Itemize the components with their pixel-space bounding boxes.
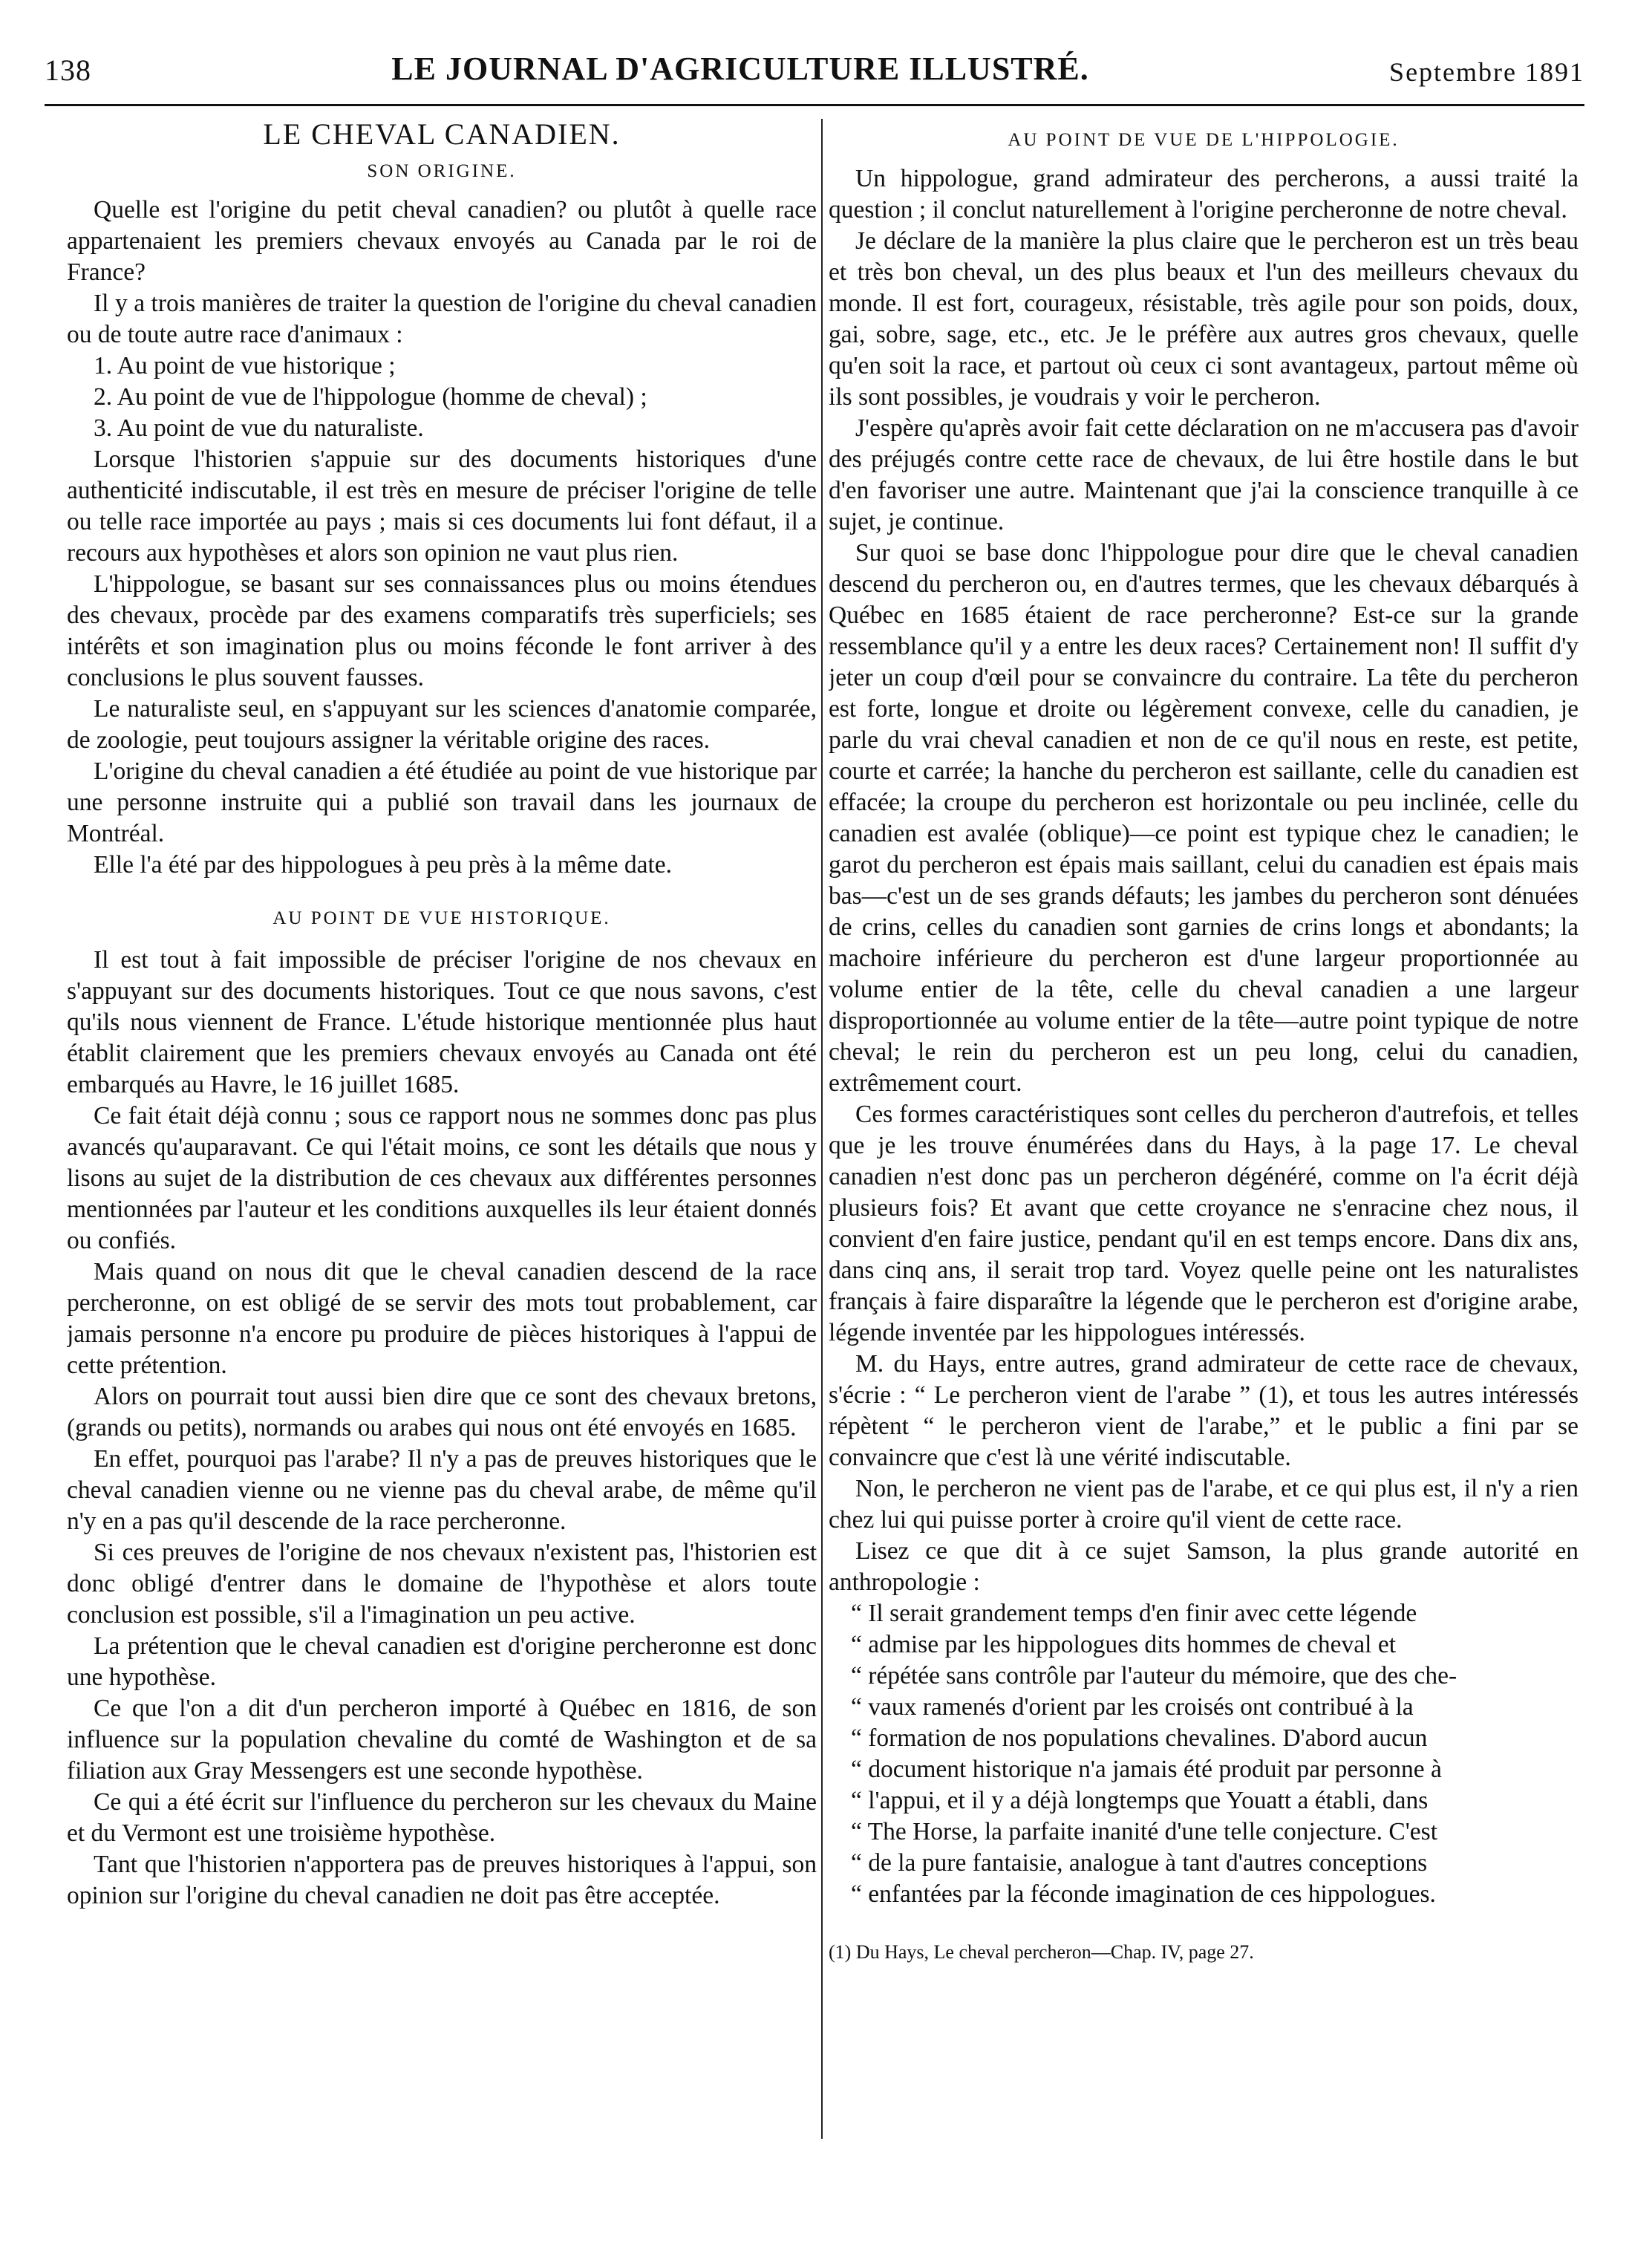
samson-quote: [829, 1598, 1579, 1910]
paragraph: Tant que l'historien n'apportera pas de preuves historiques à l'appui, son opinion sur l'origine du cheval canadien ne doit pas être acceptée.: [67, 1851, 817, 1909]
paragraph: L'origine du cheval canadien a été étudiée au point de vue historique par une personne instruite qui a publié son travail dans les journaux de Montréal.: [67, 757, 817, 847]
section-heading-historique: AU POINT DE VUE HISTORIQUE.: [272, 908, 611, 928]
quote-line: “ l'appui, et il y a déjà longtemps que Youatt a établi, dans: [851, 1787, 1429, 1814]
section-heading-origine: SON ORIGINE.: [367, 161, 517, 181]
quote-line: “ de la pure fantaisie, analogue à tant d'autres conceptions: [851, 1849, 1428, 1877]
paragraph: Ces formes caractéristiques sont celles du percheron d'autrefois, et telles que je les trouve énumérées dans du Hays, à la page 17. Le cheval canadien n'est donc pas un percheron dégénéré, comme on l'a écrit déjà plusieurs fois? Et avant que cette croyance ne s'enracine chez nous, il convient d'en faire justice, pendant qu'il en est temps encore. Dans dix ans, dans cinq ans, il serait trop tard. Voyez quelle peine ont les naturalistes français à faire disparaître la légende que le percheron est d'origine arabe, légende inventée par les hippologues intéressés.: [829, 1101, 1579, 1346]
quote-line: “ formation de nos populations chevalines. D'abord aucun: [851, 1724, 1428, 1752]
paragraph: La prétention que le cheval canadien est d'origine percheronne est donc une hypothèse.: [67, 1632, 817, 1691]
header-rule: [45, 104, 1584, 106]
paragraph: Ce qui a été écrit sur l'influence du percheron sur les chevaux du Maine et du Vermont est une troisième hypothèse.: [67, 1788, 817, 1847]
paragraph: Quelle est l'origine du petit cheval canadien? ou plutôt à quelle race appartenaient les premiers chevaux envoyés au Canada par le roi de France?: [67, 196, 817, 286]
running-head: [45, 43, 1584, 88]
quote-line: “ enfantées par la féconde imagination de ces hippologues.: [851, 1880, 1436, 1908]
left-column: [67, 119, 817, 2198]
paragraph: Ce fait était déjà connu ; sous ce rapport nous ne sommes donc pas plus avancés qu'auparavant. Ce qui l'était moins, ce sont les détails que nous y lisons au sujet de la distribution de ces chevaux aux différentes personnes mentionnées par l'auteur et les conditions auxquelles ils leur étaient donnés ou confiés.: [67, 1102, 817, 1254]
quote-line: “ Il serait grandement temps d'en finir avec cette légende: [851, 1600, 1417, 1627]
column-divider: [821, 119, 823, 2139]
issue-date: Septembre 1891: [1389, 57, 1584, 87]
viewpoint-list: [67, 351, 817, 444]
paragraph: Il est tout à fait impossible de préciser l'origine de nos chevaux en s'appuyant sur des documents historiques. Tout ce que nous savons, c'est qu'ils nous viennent de France. L'étude historique mentionnée plus haut établit clairement que les premiers chevaux envoyés au Canada ont été embarqués au Havre, le 16 juillet 1685.: [67, 946, 817, 1098]
paragraph: Mais quand on nous dit que le cheval canadien descend de la race percheronne, on est obligé de se servir des mots tout probablement, car jamais personne n'a encore pu produire de pièces historiques à l'appui de cette prétention.: [67, 1258, 817, 1379]
paragraph: Elle l'a été par des hippologues à peu près à la même date.: [94, 851, 673, 879]
list-item: 2. Au point de vue de l'hippologue (homme de cheval) ;: [94, 383, 647, 411]
list-item: 3. Au point de vue du naturaliste.: [94, 414, 424, 442]
paragraph: Le naturaliste seul, en s'appuyant sur les sciences d'anatomie comparée, de zoologie, peut toujours assigner la véritable origine des races.: [67, 695, 817, 754]
article-title: LE CHEVAL CANADIEN.: [263, 119, 621, 151]
paragraph: Alors on pourrait tout aussi bien dire que ce sont des chevaux bretons, (grands ou petits), normands ou arabes qui nous ont été envoyés en 1685.: [67, 1383, 817, 1441]
page-number: 138: [45, 53, 91, 87]
list-item: 1. Au point de vue historique ;: [94, 352, 396, 379]
section-heading-hippologie: AU POINT DE VUE DE L'HIPPOLOGIE.: [1008, 130, 1400, 150]
journal-title: LE JOURNAL D'AGRICULTURE ILLUSTRÉ.: [391, 50, 1089, 87]
paragraph: Si ces preuves de l'origine de nos chevaux n'existent pas, l'historien est donc obligé d'entrer dans le domaine de l'hypothèse et alors toute conclusion est possible, s'il a l'imagination un peu active.: [67, 1539, 817, 1629]
quote-line: “ admise par les hippologues dits hommes de cheval et: [851, 1631, 1397, 1658]
right-column: [829, 119, 1579, 2198]
paragraph: Je déclare de la manière la plus claire que le percheron est un très beau et très bon cheval, un des plus beaux et l'un des meilleurs chevaux du monde. Il est fort, courageux, résistable, très agile pour son poids, doux, gai, sobre, sage, etc., etc. Je le préfère aux autres gros chevaux, quelle qu'en soit la race, et partout où ceux ci sont avantageux, partout même où ils sont possibles, je voudrais y voir le percheron.: [829, 227, 1579, 411]
paragraph: Un hippologue, grand admirateur des percherons, a aussi traité la question ; il conclut naturellement à l'origine percheronne de notre cheval.: [829, 165, 1579, 224]
quote-line: “ répétée sans contrôle par l'auteur du mémoire, que des che-: [851, 1662, 1457, 1689]
quote-line: “ The Horse, la parfaite inanité d'une telle conjecture. C'est: [851, 1818, 1437, 1845]
paragraph: Il y a trois manières de traiter la question de l'origine du cheval canadien ou de toute autre race d'animaux :: [67, 290, 817, 348]
quote-line: “ vaux ramenés d'orient par les croisés ont contribué à la: [851, 1693, 1414, 1721]
paragraph: M. du Hays, entre autres, grand admirateur de cette race de chevaux, s'écrie : “ Le percheron vient de l'arabe ” (1), et tous les autres intéressés répètent “ le percheron vient de l'arabe,” et le public a fini par se convaincre que c'est là une vérité indiscutable.: [829, 1350, 1579, 1471]
footnote: (1) Du Hays, Le cheval percheron—Chap. IV, page 27.: [829, 1941, 1254, 1963]
paragraph: Lisez ce que dit à ce sujet Samson, la plus grande autorité en anthropologie :: [829, 1537, 1579, 1596]
paragraph: Non, le percheron ne vient pas de l'arabe, et ce qui plus est, il n'y a rien chez lui qui puisse porter à croire qu'il vient de cette race.: [829, 1475, 1579, 1534]
quote-line: “ document historique n'a jamais été produit par personne à: [851, 1756, 1442, 1783]
paragraph: J'espère qu'après avoir fait cette déclaration on ne m'accusera pas d'avoir des préjugés contre cette race de chevaux, de lui être hostile dans le but d'en favoriser une autre. Maintenant que j'ai la conscience tranquille à ce sujet, je continue.: [829, 414, 1579, 535]
paragraph: Ce que l'on a dit d'un percheron importé à Québec en 1816, de son influence sur la population chevaline du comté de Washington et de sa filiation aux Gray Messengers est une seconde hypothèse.: [67, 1695, 817, 1785]
paragraph: Sur quoi se base donc l'hippologue pour dire que le cheval canadien descend du percheron ou, en d'autres termes, que les chevaux débarqués à Québec en 1685 étaient de race percheronne? Est-ce sur la grande ressemblance qu'il y a entre les deux races? Certainement non! Il suffit d'y jeter un coup d'œil pour se convaincre du contraire. La tête du percheron est forte, longue et droite ou légèrement convexe, celle du canadien, je parle du vrai cheval canadien et non de ce qu'il nous en reste, est petite, courte et carrée; la hanche du percheron est saillante, celle du canadien est effacée; la croupe du percheron est horizontale ou peu inclinée, celle du canadien est avalée (oblique)—ce point est typique chez le canadien; le garot du percheron est épais mais saillant, celui du canadien est épais mais bas—c'est un de ses grands défauts; les jambes du percheron sont dénuées de crins, celles du canadien sont garnies de crins longs et abondants; la machoire inférieure du percheron est d'une largeur proportionnée au volume entier de la tête, celle du cheval canadien a une largeur disproportionnée au volume entier de la tête—autre point typique de notre cheval; le rein du percheron est un peu long, celui du canadien, extrêmement court.: [829, 539, 1579, 1097]
paragraph: En effet, pourquoi pas l'arabe? Il n'y a pas de preuves historiques que le cheval canadien vienne ou ne vienne pas du cheval arabe, de même qu'il n'y en a pas qu'il descende de la race percheronne.: [67, 1445, 817, 1535]
paragraph: Lorsque l'historien s'appuie sur des documents historiques d'une authenticité indiscutable, il est très en mesure de préciser l'origine de telle ou telle race importée au pays ; mais si ces documents lui font défaut, il a recours aux hypothèses et alors son opinion ne vaut plus rien.: [67, 446, 817, 567]
paragraph: L'hippologue, se basant sur ses connaissances plus ou moins étendues des chevaux, procède par des examens comparatifs très superficiels; ses intérêts et son imagination plus ou moins féconde le font arriver à des conclusions le plus souvent fausses.: [67, 570, 817, 691]
